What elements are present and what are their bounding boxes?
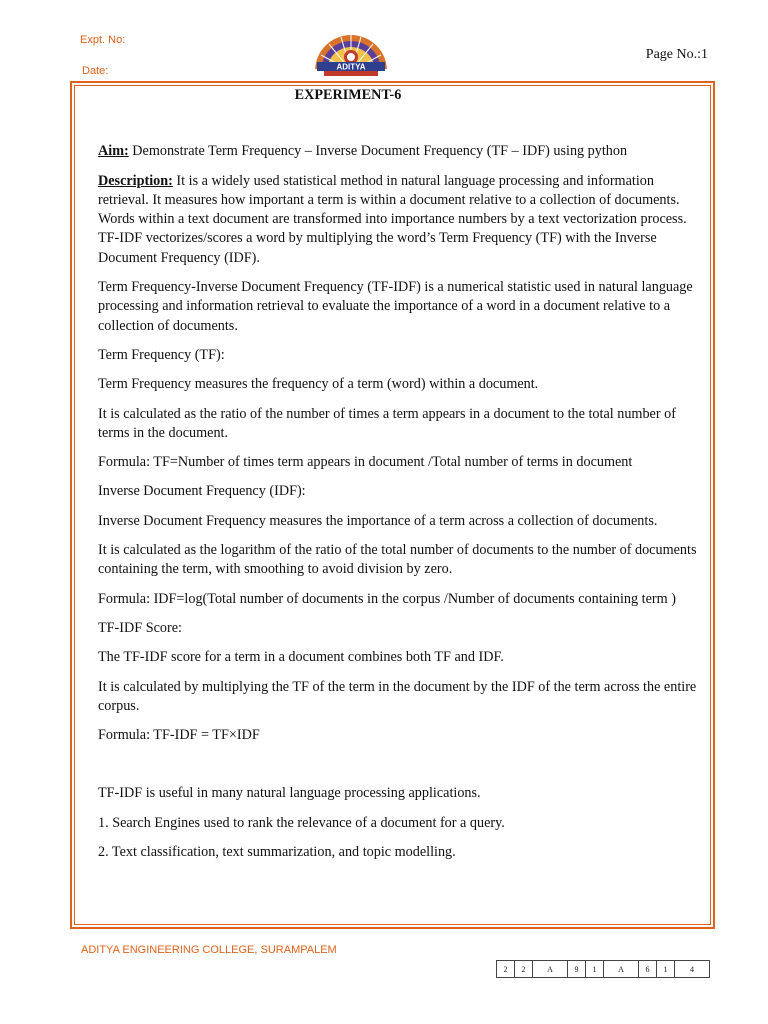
idf-formula: Formula: IDF=log(Total number of documents in the corpus /Number of documents containing term ) [98, 590, 676, 607]
svg-text:ADITYA: ADITYA [336, 62, 366, 72]
tf-definition: Term Frequency measures the frequency of a term (word) within a document. [98, 376, 539, 393]
tf-calculation: It is calculated as the ratio of the number of times a term appears in a document to the total number of terms in the document. [98, 405, 676, 441]
aim-paragraph [98, 142, 708, 161]
tfidf-definition: Term Frequency-Inverse Document Frequency (TF-IDF) is a numerical statistic used in natural language processing and information retrieval to evaluate the importance of a word in a document relative to a collection of documents. [98, 279, 693, 334]
description-paragraph [98, 172, 708, 268]
idf-definition: Inverse Document Frequency measures the importance of a term across a collection of documents. [98, 512, 658, 529]
tfidf-score-heading: TF-IDF Score: [98, 619, 182, 636]
tfidf-score-definition: The TF-IDF score for a term in a document combines both TF and IDF. [98, 649, 504, 666]
description-text: It is a widely used statistical method in natural language processing and information retrieval. It measures how important a term is within a document relative to a collection of documents. Words within a text document are transformed into importance numbers by a text vectorization process. TF-IDF vectorizes/scores a word by multiplying the word’s Term Frequency (TF) with the Inverse Document Frequency (IDF). [98, 172, 687, 266]
date-label: Date: [82, 65, 109, 77]
application-item-2: 2. Text classification, text summarization, and topic modelling. [98, 844, 456, 861]
experiment-title: EXPERIMENT-6 [294, 87, 402, 103]
roll-digit: 1 [657, 961, 675, 978]
roll-digit: 4 [675, 961, 710, 978]
tfidf-formula: Formula: TF-IDF = TF×IDF [98, 727, 260, 744]
roll-digit: 2 [497, 961, 515, 978]
college-emblem-icon [310, 35, 392, 77]
description-label: Description: [98, 172, 173, 189]
roll-digit: 9 [568, 961, 586, 978]
roll-digit: 2 [515, 961, 533, 978]
roll-digit: 6 [639, 961, 657, 978]
aim-text: Demonstrate Term Frequency – Inverse Document Frequency (TF – IDF) using python [128, 143, 628, 160]
page-number: Page No.:1 [645, 47, 708, 62]
college-name-footer: ADITYA ENGINEERING COLLEGE, SURAMPALEM [81, 944, 337, 956]
idf-calculation: It is calculated as the logarithm of the ratio of the total number of documents to the number of documents containing the term, with smoothing to avoid division by zero. [98, 542, 697, 578]
expt-no-label: Expt. No: [80, 34, 126, 46]
roll-number-boxes [496, 960, 710, 978]
tfidf-score-calculation: It is calculated by multiplying the TF of the term in the document by the IDF of the term across the entire corpus. [98, 678, 697, 714]
application-item-1: 1. Search Engines used to rank the relevance of a document for a query. [98, 814, 505, 831]
roll-digit: A [604, 961, 639, 978]
applications-intro: TF-IDF is useful in many natural language processing applications. [98, 785, 481, 802]
tf-heading: Term Frequency (TF): [98, 346, 225, 363]
aim-label: Aim: [98, 143, 129, 160]
tf-formula: Formula: TF=Number of times term appears in document /Total number of terms in document [98, 454, 633, 471]
document-body [98, 86, 708, 872]
idf-heading: Inverse Document Frequency (IDF): [98, 483, 306, 500]
roll-digit: A [533, 961, 568, 978]
roll-digit: 1 [586, 961, 604, 978]
